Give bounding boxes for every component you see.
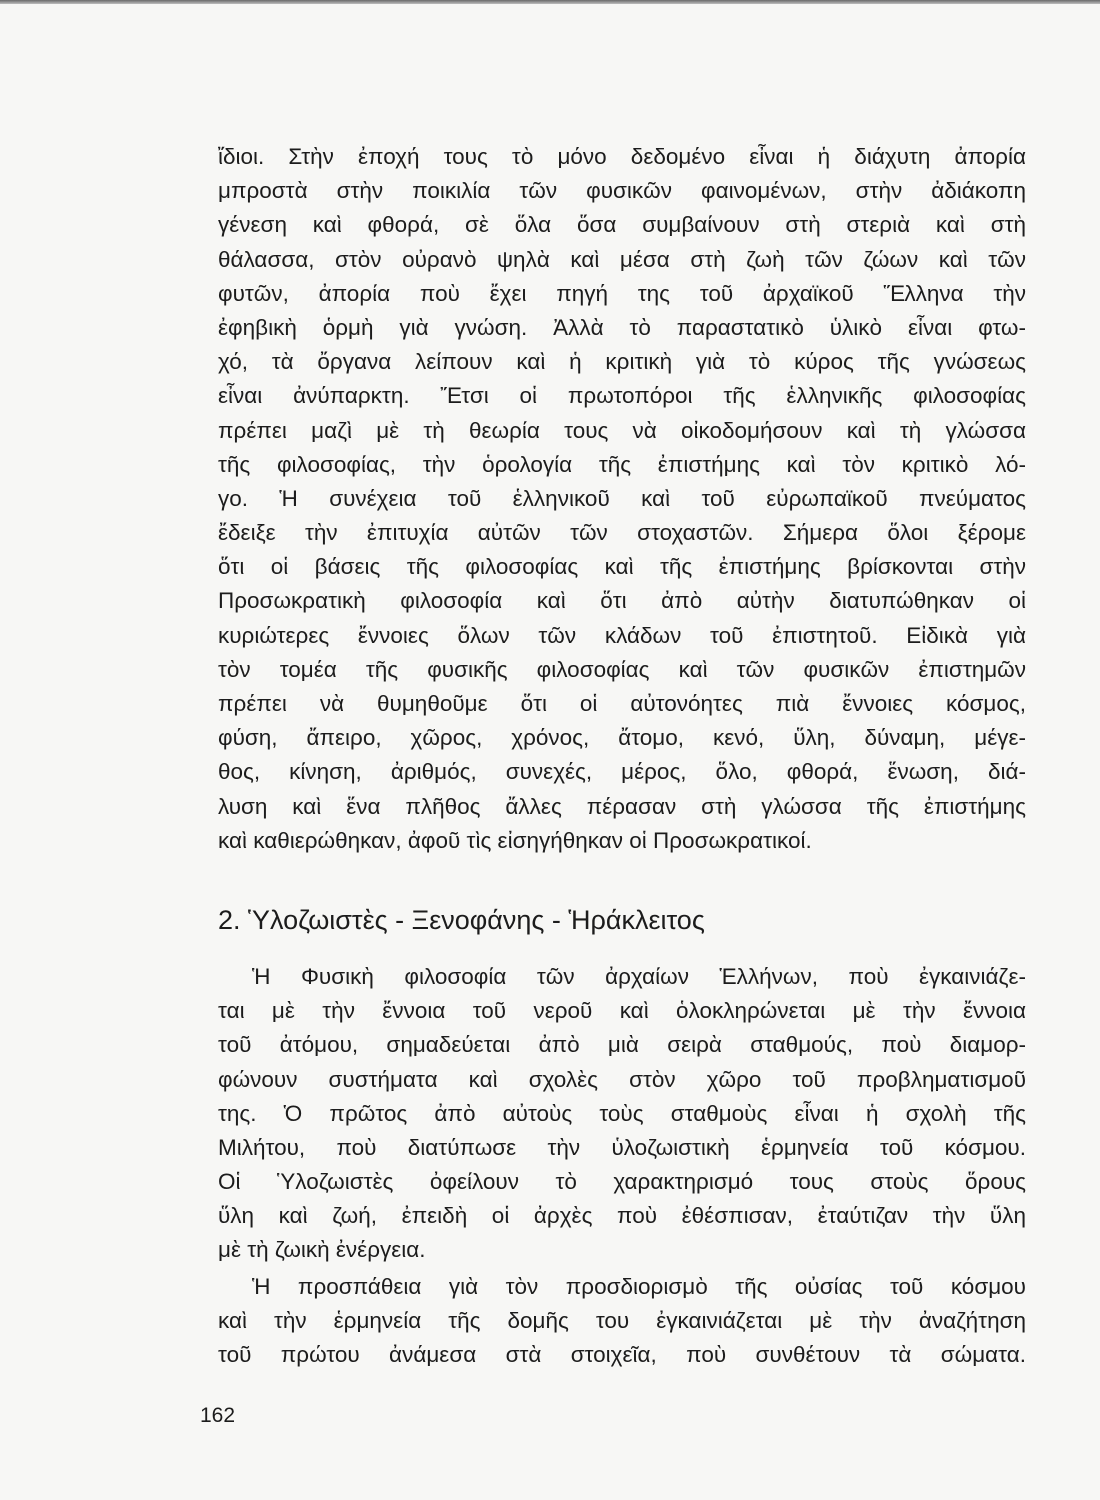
text-line: γένεση καὶ φθορά, σὲ ὅλα ὅσα συμβαίνουν στὴ στεριὰ καὶ στὴ <box>218 212 1026 238</box>
text-line: της. Ὁ πρῶτος ἀπὸ αὐτοὺς τοὺς σταθμοὺς εἶναι ἡ σχολὴ τῆς <box>218 1100 1026 1126</box>
section-paragraph-1 <box>218 960 1026 1268</box>
text-line: Ἡ Φυσικὴ φιλοσοφία τῶν ἀρχαίων Ἑλλήνων, ποὺ ἐγκαινιάζε- <box>252 963 1026 989</box>
text-line: κυριώτερες ἔννοιες ὅλων τῶν κλάδων τοῦ ἐπιστητοῦ. Εἰδικὰ γιὰ <box>218 622 1026 648</box>
text-line: καὶ τὴν ἑρμηνεία τῆς δομῆς του ἐγκαινιάζεται μὲ τὴν ἀναζήτηση <box>218 1307 1026 1333</box>
text-line: φύση, ἄπειρο, χῶρος, χρόνος, ἄτομο, κενό, ὕλη, δύναμη, μέγε- <box>218 725 1026 751</box>
text-line: ἐφηβικὴ ὁρμὴ γιὰ γνώση. Ἀλλὰ τὸ παραστατικὸ ὑλικὸ εἶναι φτω- <box>218 314 1026 340</box>
text-line: ται μὲ τὴν ἔννοια τοῦ νεροῦ καὶ ὁλοκληρώνεται μὲ τὴν ἔννοια <box>218 998 1026 1024</box>
text-line: πρέπει μαζὶ μὲ τὴ θεωρία τους νὰ οἰκοδομήσουν καὶ τὴ γλώσσα <box>218 417 1026 443</box>
text-line: ὕλη καὶ ζωή, ἐπειδὴ οἱ ἀρχὲς ποὺ ἐθέσπισαν, ἐταύτιζαν τὴν ὕλη <box>218 1203 1026 1229</box>
text-line: τὸν τομέα τῆς φυσικῆς φιλοσοφίας καὶ τῶν φυσικῶν ἐπιστημῶν <box>218 656 1026 682</box>
text-line: Οἱ Ὑλοζωιστὲς ὀφείλουν τὸ χαρακτηρισμό τους στοὺς ὅρους <box>218 1169 1026 1195</box>
text-line: εἶναι ἀνύπαρκτη. Ἔτσι οἱ πρωτοπόροι τῆς ἑλληνικῆς φιλοσοφίας <box>218 383 1026 409</box>
text-line: τῆς φιλοσοφίας, τὴν ὁρολογία τῆς ἐπιστήμης καὶ τὸν κριτικὸ λό- <box>218 451 1026 477</box>
text-line: τοῦ πρώτου ἀνάμεσα στὰ στοιχεῖα, ποὺ συνθέτουν τὰ σώματα. <box>218 1342 1026 1367</box>
text-line: καὶ καθιερώθηκαν, ἀφοῦ τὶς εἰσηγήθηκαν οἱ Προσωκρατικοί. <box>218 827 812 853</box>
text-line: ἴδιοι. Στὴν ἐποχή τους τὸ μόνο δεδομένο εἶναι ἡ διάχυτη ἀπορία <box>218 144 1026 169</box>
text-line: Προσωκρατικὴ φιλοσοφία καὶ ὅτι ἀπὸ αὐτὴν διατυπώθηκαν οἱ <box>218 588 1026 614</box>
text-line: χό, τὰ ὄργανα λείπουν καὶ ἡ κριτικὴ γιὰ τὸ κύρος τῆς γνώσεως <box>218 349 1026 375</box>
text-line: θος, κίνηση, ἀριθμός, συνεχές, μέρος, ὅλο, φθορά, ἕνωση, διά- <box>218 759 1026 785</box>
page-content <box>218 140 1026 1372</box>
text-line: γο. Ἡ συνέχεια τοῦ ἑλληνικοῦ καὶ τοῦ εὐρωπαϊκοῦ πνεύματος <box>218 485 1026 511</box>
text-line: ἔδειξε τὴν ἐπιτυχία αὐτῶν τῶν στοχαστῶν. Σήμερα ὅλοι ξέρομε <box>218 520 1026 546</box>
section-heading: 2. Ὑλοζωιστὲς - Ξενοφάνης - Ἡράκλειτος <box>218 904 705 935</box>
text-line: τοῦ ἀτόμου, σημαδεύεται ἀπὸ μιὰ σειρὰ σταθμούς, ποὺ διαμορ- <box>218 1032 1026 1058</box>
text-line: πρέπει νὰ θυμηθοῦμε ὅτι οἱ αὐτονόητες πιὰ ἔννοιες κόσμος, <box>218 691 1026 716</box>
scan-top-edge <box>0 0 1100 4</box>
text-line: θάλασσα, στὸν οὐρανὸ ψηλὰ καὶ μέσα στὴ ζωὴ τῶν ζώων καὶ τῶν <box>218 246 1026 272</box>
text-line: Μιλήτου, ποὺ διατύπωσε τὴν ὑλοζωιστικὴ ἑρμηνεία τοῦ κόσμου. <box>218 1134 1026 1160</box>
page-number: 162 <box>200 1404 236 1427</box>
text-line: φώνουν συστήματα καὶ σχολὲς στὸν χῶρο τοῦ προβληματισμοῦ <box>218 1066 1026 1092</box>
text-line: λυση καὶ ἕνα πλῆθος ἄλλες πέρασαν στὴ γλώσσα τῆς ἐπιστήμης <box>218 793 1026 819</box>
intro-paragraph <box>218 140 1026 858</box>
text-line: μὲ τὴ ζωικὴ ἐνέργεια. <box>218 1237 426 1263</box>
text-line: μπροστὰ στὴν ποικιλία τῶν φυσικῶν φαινομένων, στὴν ἀδιάκοπη <box>218 178 1026 204</box>
section-paragraph-2 <box>218 1270 1026 1373</box>
text-line: Ἡ προσπάθεια γιὰ τὸν προσδιορισμὸ τῆς οὐσίας τοῦ κόσμου <box>252 1273 1026 1299</box>
text-line: φυτῶν, ἀπορία ποὺ ἔχει πηγή της τοῦ ἀρχαϊκοῦ Ἕλληνα τὴν <box>218 280 1026 306</box>
text-line: ὅτι οἱ βάσεις τῆς φιλοσοφίας καὶ τῆς ἐπιστήμης βρίσκονται στὴν <box>218 554 1026 580</box>
